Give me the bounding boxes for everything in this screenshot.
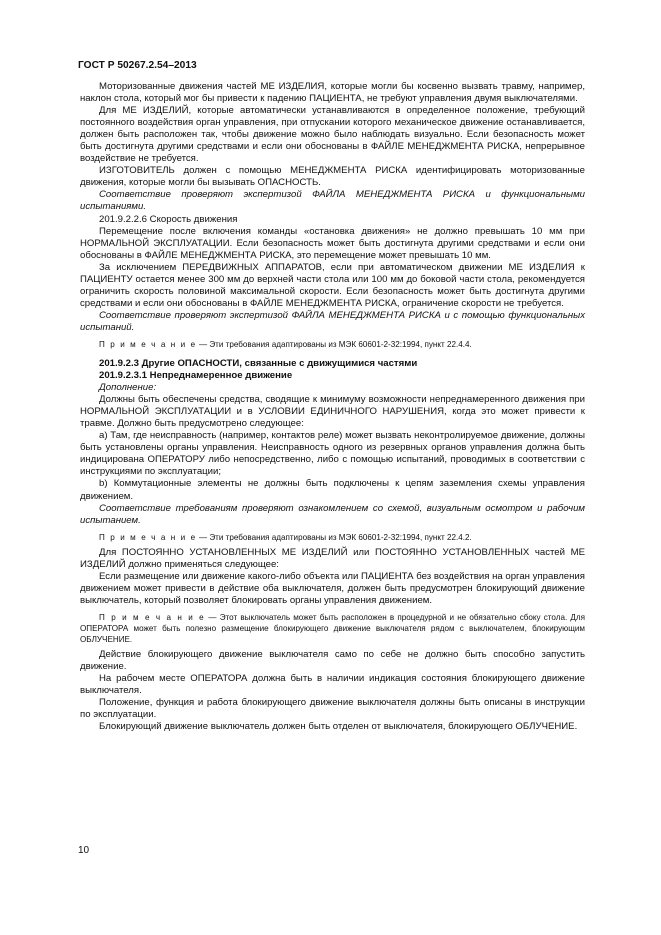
paragraph: Положение, функция и работа блокирующего движение выключателя должны быть описаны в инструкции по эксплуатации.: [80, 697, 585, 721]
note-text: — Этот выключатель может быть расположен в процедурной и не обязательно сбоку стола. Для ОПЕРАТОРА может быть полезно размещение блокирующего движение выключателя рядом с выключателем, блокирующим ОБЛУЧЕНИЕ.: [80, 612, 585, 644]
note-label: П р и м е ч а н и е: [99, 532, 197, 542]
compliance-paragraph: Соответствие требованиям проверяют ознакомлением со схемой, визуальным осмотром и рабочим испытанием.: [80, 502, 585, 526]
note-text: — Эти требования адаптированы из МЭК 60601-2-32:1994, пункт 22.4.2.: [196, 532, 472, 542]
document-body: [80, 81, 585, 733]
paragraph: Для ПОСТОЯННО УСТАНОВЛЕННЫХ МЕ ИЗДЕЛИЙ или ПОСТОЯННО УСТАНОВЛЕННЫХ частей МЕ ИЗДЕЛИЙ должно применяться следующее:: [80, 546, 585, 570]
section-heading: 201.9.2.3 Другие ОПАСНОСТИ, связанные с движущимися частями: [99, 357, 418, 369]
note-label: П р и м е ч а н и е: [99, 339, 197, 349]
paragraph: Действие блокирующего движение выключателя само по себе не должно быть способно запустить движение.: [80, 648, 585, 672]
paragraph: Перемещение после включения команды «остановка движения» не должно превышать 10 мм при НОРМАЛЬНОЙ ЭКСПЛУАТАЦИИ. Если безопасность может быть достигнута другими средствами и если они обоснованы в ФАЙЛЕ МЕНЕДЖМЕНТА РИСКА, это перемещение может превышать 10 мм.: [80, 225, 585, 261]
paragraph: Для МЕ ИЗДЕЛИЙ, которые автоматически устанавливаются в определенное положение, требующий постоянного воздействия орган управления, при отпускании которого механическое движение останавливается, должен быть расположен так, чтобы движение можно было наблюдать визуально. Если безопасность может быть достигнута другими средствами и если они обоснованы в ФАЙЛЕ МЕНЕДЖМЕНТА РИСКА, непрерывное воздействие не требуется.: [80, 105, 585, 165]
document-header: ГОСТ Р 50267.2.54–2013: [78, 60, 197, 71]
compliance-paragraph: Соответствие проверяют экспертизой ФАЙЛА МЕНЕДЖМЕНТА РИСКА и функциональными испытаниями.: [80, 189, 585, 213]
note-label: П р и м е ч а н и е: [99, 612, 206, 622]
compliance-paragraph: Соответствие проверяют экспертизой ФАЙЛА МЕНЕДЖМЕНТА РИСКА и с помощью функциональных испытаний.: [80, 309, 585, 333]
note: [80, 532, 585, 543]
paragraph: Должны быть обеспечены средства, сводящие к минимуму возможности непреднамеренного движения при НОРМАЛЬНОЙ ЭКСПЛУАТАЦИИ и в УСЛОВИИ ЕДИНИЧНОГО НАРУШЕНИЯ, когда это может привести к травме. Должно быть предусмотрено следующее:: [80, 394, 585, 430]
note: [80, 612, 585, 645]
paragraph: Если размещение или движение какого-либо объекта или ПАЦИЕНТА без воздействия на орган управления движением может привести в действие оба выключателя, должен быть предусмотрен блокирующий движение выключатель, который позволяет блокировать органы управления движением.: [80, 570, 585, 606]
note-text: — Эти требования адаптированы из МЭК 60601-2-32:1994, пункт 22.4.4.: [196, 339, 472, 349]
list-item: b) Коммутационные элементы не должны быть подключены к цепям заземления схемы управления движением.: [80, 478, 585, 502]
paragraph: Моторизованные движения частей МЕ ИЗДЕЛИЯ, которые могли бы косвенно вызвать травму, например, наклон стола, который мог бы привести к падению ПАЦИЕНТА, не требуют управления двумя выключателями.: [80, 81, 585, 105]
paragraph: Блокирующий движение выключатель должен быть отделен от выключателя, блокирующего ОБЛУЧЕНИЕ.: [99, 721, 578, 733]
note: [80, 339, 585, 350]
paragraph: За исключением ПЕРЕДВИЖНЫХ АППАРАТОВ, если при автоматическом движении МЕ ИЗДЕЛИЯ к ПАЦИЕНТУ остается менее 300 мм до верхней части стола или 100 мм до боковой части стола, рекомендуется ограничить скорость половиной максимальной скорости. Если безопасность может быть достигнута другими средствами и если они обоснованы в ФАЙЛЕ МЕНЕДЖМЕНТА РИСКА, ограничение скорости не требуется.: [80, 261, 585, 309]
list-item: a) Там, где неисправность (например, контактов реле) может вызвать неконтролируемое движение, должны быть установлены органы управления. Неисправность одного из резервных органов управления должна быть индицирована ОПЕРАТОРУ либо непосредственно, либо с помощью испытаний, проводимых в соответствии с инструкциями по эксплуатации;: [80, 430, 585, 478]
section-heading: 201.9.2.3.1 Непреднамеренное движение: [99, 370, 293, 382]
page-number: 10: [78, 845, 90, 856]
paragraph: ИЗГОТОВИТЕЛЬ должен с помощью МЕНЕДЖМЕНТА РИСКА идентифицировать моторизованные движения, которые могли бы вызывать ОПАСНОСТЬ.: [80, 165, 585, 189]
paragraph: На рабочем месте ОПЕРАТОРА должна быть в наличии индикация состояния блокирующего движение выключателя.: [80, 672, 585, 697]
addition-label: Дополнение:: [99, 382, 157, 394]
subclause-title: 201.9.2.2.6 Скорость движения: [99, 213, 238, 225]
